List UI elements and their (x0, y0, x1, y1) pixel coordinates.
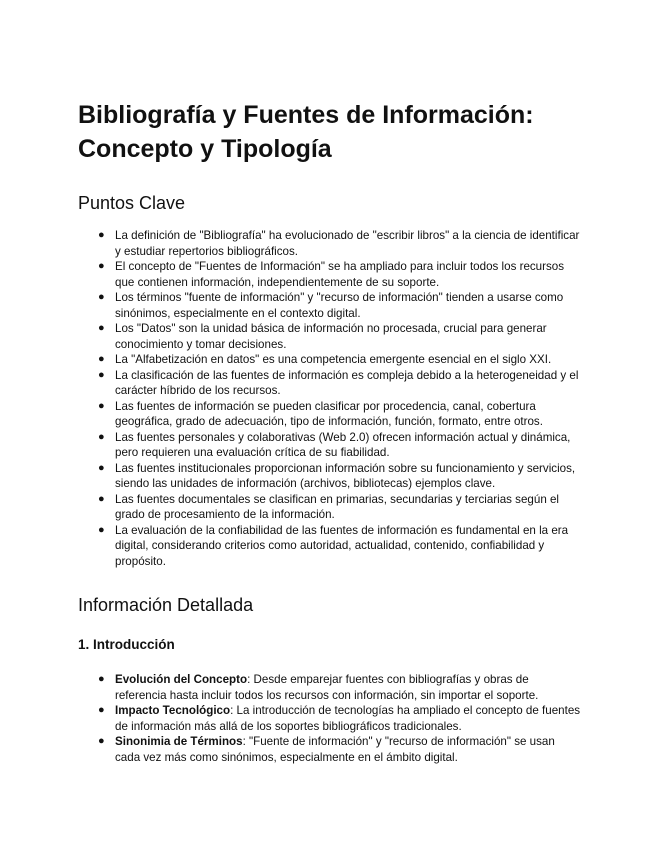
bullet-icon: ● (98, 523, 105, 536)
bullet-icon: ● (98, 229, 105, 241)
list-item-text: La clasificación de las fuentes de información es compleja debido a la heterogeneidad y el carácter híbrido de los recursos. (115, 368, 579, 397)
list-item (78, 430, 583, 461)
list-item-text: : Desde emparejar fuentes con bibliografías y obras de referencia hasta incluir todos los recursos con información, sin importar el soporte. (115, 673, 539, 702)
list-item-text: Los "Datos" son la unidad básica de información no procesada, crucial para generar conocimiento y tomar decisiones. (115, 322, 547, 351)
list-item-term: Impacto Tecnológico (115, 704, 231, 717)
bullet-icon: ● (98, 735, 105, 747)
key-points-list (78, 228, 583, 569)
list-item (78, 352, 583, 368)
introduction-list (78, 672, 583, 765)
list-item-text: Las fuentes institucionales proporcionan información sobre su funcionamiento y servicios, siendo las unidades de información (archivos, bibliotecas) ejemplos clave. (115, 461, 576, 490)
list-item (78, 259, 583, 290)
list-item (78, 672, 583, 703)
bullet-icon: ● (98, 492, 105, 505)
section-heading-introduction: 1. Introducción (78, 637, 175, 652)
document-page (78, 98, 583, 765)
list-item-text: La evaluación de la confiabilidad de las fuentes de información es fundamental en la era digital, considerando criterios como autoridad, actualidad, contenido, confiabilidad y propósito. (115, 523, 569, 568)
detailed-info-heading: Información Detallada (78, 595, 254, 615)
list-item-term: Sinonimia de Términos (115, 735, 243, 748)
bullet-icon: ● (98, 368, 105, 381)
list-item (78, 290, 583, 321)
key-points-heading: Puntos Clave (78, 193, 186, 213)
list-item-text: La definición de "Bibliografía" ha evolucionado de "escribir libros" a la ciencia de identificar y estudiar repertorios bibliográficos. (115, 229, 580, 258)
list-item (78, 399, 583, 430)
bullet-icon: ● (98, 322, 105, 334)
bullet-icon: ● (98, 430, 105, 443)
bullet-icon: ● (98, 291, 105, 303)
list-item (78, 703, 583, 734)
list-item (78, 228, 583, 259)
list-item-text: La "Alfabetización en datos" es una competencia emergente esencial en el siglo XXI. (115, 353, 552, 366)
list-item-term: Evolución del Concepto (115, 673, 248, 686)
list-item-text: Las fuentes personales y colaborativas (Web 2.0) ofrecen información actual y dinámica, pero requieren una evaluación crítica de su fiabilidad. (115, 430, 571, 459)
list-item-text: : "Fuente de información" y "recurso de información" se usan cada vez más como sinónimos, especialmente en el ámbito digital. (115, 735, 555, 764)
bullet-icon: ● (98, 673, 105, 685)
page-title: Bibliografía y Fuentes de Información: Concepto y Tipología (78, 101, 534, 163)
list-item (78, 734, 583, 765)
list-item-text: : La introducción de tecnologías ha ampliado el concepto de fuentes de información más allá de los soportes bibliográficos tradicionales. (115, 704, 581, 733)
list-item (78, 321, 583, 352)
list-item-text: El concepto de "Fuentes de Información" se ha ampliado para incluir todos los recursos que contienen información, independientemente de su soporte. (115, 260, 565, 289)
bullet-icon: ● (98, 353, 105, 365)
bullet-icon: ● (98, 461, 105, 474)
list-item (78, 368, 583, 399)
bullet-icon: ● (98, 399, 105, 412)
list-item-text: Los términos "fuente de información" y "recurso de información" tienden a usarse como sinónimos, especialmente en el contexto digital. (115, 291, 564, 320)
list-item (78, 492, 583, 523)
list-item (78, 461, 583, 492)
bullet-icon: ● (98, 260, 105, 272)
list-item-text: Las fuentes documentales se clasifican en primarias, secundarias y terciarias según el grado de procesamiento de la información. (115, 492, 560, 521)
bullet-icon: ● (98, 704, 105, 716)
list-item-text: Las fuentes de información se pueden clasificar por procedencia, canal, cobertura geográfica, grado de adecuación, tipo de información, función, formato, entre otros. (115, 399, 543, 428)
list-item (78, 523, 583, 570)
